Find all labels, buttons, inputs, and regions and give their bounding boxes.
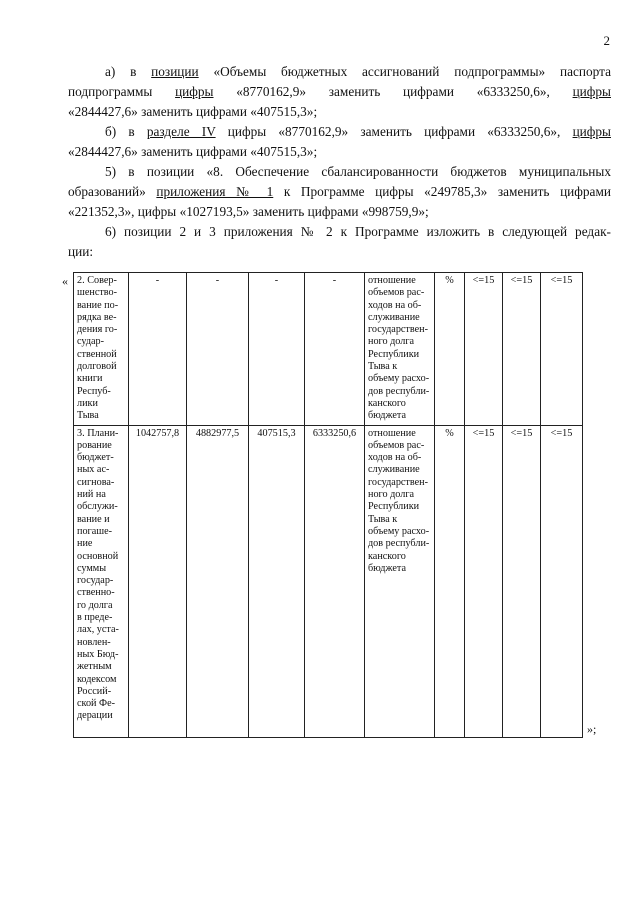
link-appendix-1[interactable]: приложения № 1 xyxy=(156,184,274,199)
text: «8770162,9» заменить цифрами «6333250,6», xyxy=(213,84,573,99)
link-numbers[interactable]: цифры xyxy=(572,84,611,99)
paragraph-a xyxy=(68,62,611,122)
text: подпрограммы xyxy=(68,84,176,99)
text: «Объемы бюджетных ассигнований подпрограммы» паспорта xyxy=(198,64,611,79)
unit-cell: % xyxy=(435,273,465,426)
unit-cell: % xyxy=(435,425,465,737)
target-cell: <=15 xyxy=(465,273,503,426)
text: ции: xyxy=(68,244,94,259)
indicator-cell: отношение объемов рас- ходов на об- служивание государствен- ного долга Республики Тыва к объему расхо- дов республи- канского бюджета xyxy=(365,425,435,737)
text: 5) в позиции «8. Обеспечение сбалансированности бюджетов муниципальных xyxy=(105,164,611,179)
value-cell: - xyxy=(249,273,305,426)
value-cell: - xyxy=(187,273,249,426)
text: 6) позиции 2 и 3 приложения № 2 к Программе изложить в следующей редак- xyxy=(105,224,611,239)
link-numbers[interactable]: цифры xyxy=(572,124,611,139)
target-cell: <=15 xyxy=(541,273,583,426)
text: цифры «8770162,9» заменить цифрами «6333250,6», xyxy=(215,124,573,139)
target-cell: <=15 xyxy=(503,273,541,426)
opening-quote: « xyxy=(62,274,68,288)
indicator-cell: отношение объемов рас- ходов на об- служивание государствен- ного долга Республики Тыва к объему расхо- дов республи- канского бюджета xyxy=(365,273,435,426)
page-number: 2 xyxy=(603,33,610,48)
target-cell: <=15 xyxy=(465,425,503,737)
text: б) в xyxy=(105,124,147,139)
text: «2844427,6» заменить цифрами «407515,3»; xyxy=(68,104,318,119)
value-cell: 4882977,5 xyxy=(187,425,249,737)
measure-name-cell: 2. Совер- шенство- вание по- рядка ве- дения го- судар- ственной долговой книги Респуб- лики Тыва xyxy=(74,273,129,426)
closing-quote: »; xyxy=(587,722,597,736)
value-cell: 1042757,8 xyxy=(129,425,187,737)
value-cell: - xyxy=(305,273,365,426)
link-position[interactable]: позиции xyxy=(151,64,199,79)
value-cell: - xyxy=(129,273,187,426)
text: а) в xyxy=(105,64,152,79)
text: к Программе цифры «249785,3» заменить цифрами xyxy=(273,184,611,199)
paragraph-b xyxy=(68,122,611,162)
link-section-iv[interactable]: разделе IV xyxy=(146,124,216,139)
target-cell: <=15 xyxy=(503,425,541,737)
table-row xyxy=(74,273,583,426)
value-cell: 407515,3 xyxy=(249,425,305,737)
link-numbers[interactable]: цифры xyxy=(175,84,214,99)
target-cell: <=15 xyxy=(541,425,583,737)
budget-table xyxy=(73,272,583,738)
text: «221352,3», цифры «1027193,5» заменить цифрами «998759,9»; xyxy=(68,204,429,219)
text: «2844427,6» заменить цифрами «407515,3»; xyxy=(68,144,318,159)
measure-name-cell: 3. Плани- рование бюджет- ных ас- сигнова- ний на обслужи- вание и погаше- ние основной суммы государ- ственно- го долга в преде- лах, уста- новлен- ных Бюд- жетным кодексом Россий- ской Фе- дерации xyxy=(74,425,129,737)
table-row xyxy=(74,425,583,737)
paragraph-5 xyxy=(68,162,611,222)
text: образований» xyxy=(68,184,157,199)
value-cell: 6333250,6 xyxy=(305,425,365,737)
paragraph-6 xyxy=(68,222,611,262)
